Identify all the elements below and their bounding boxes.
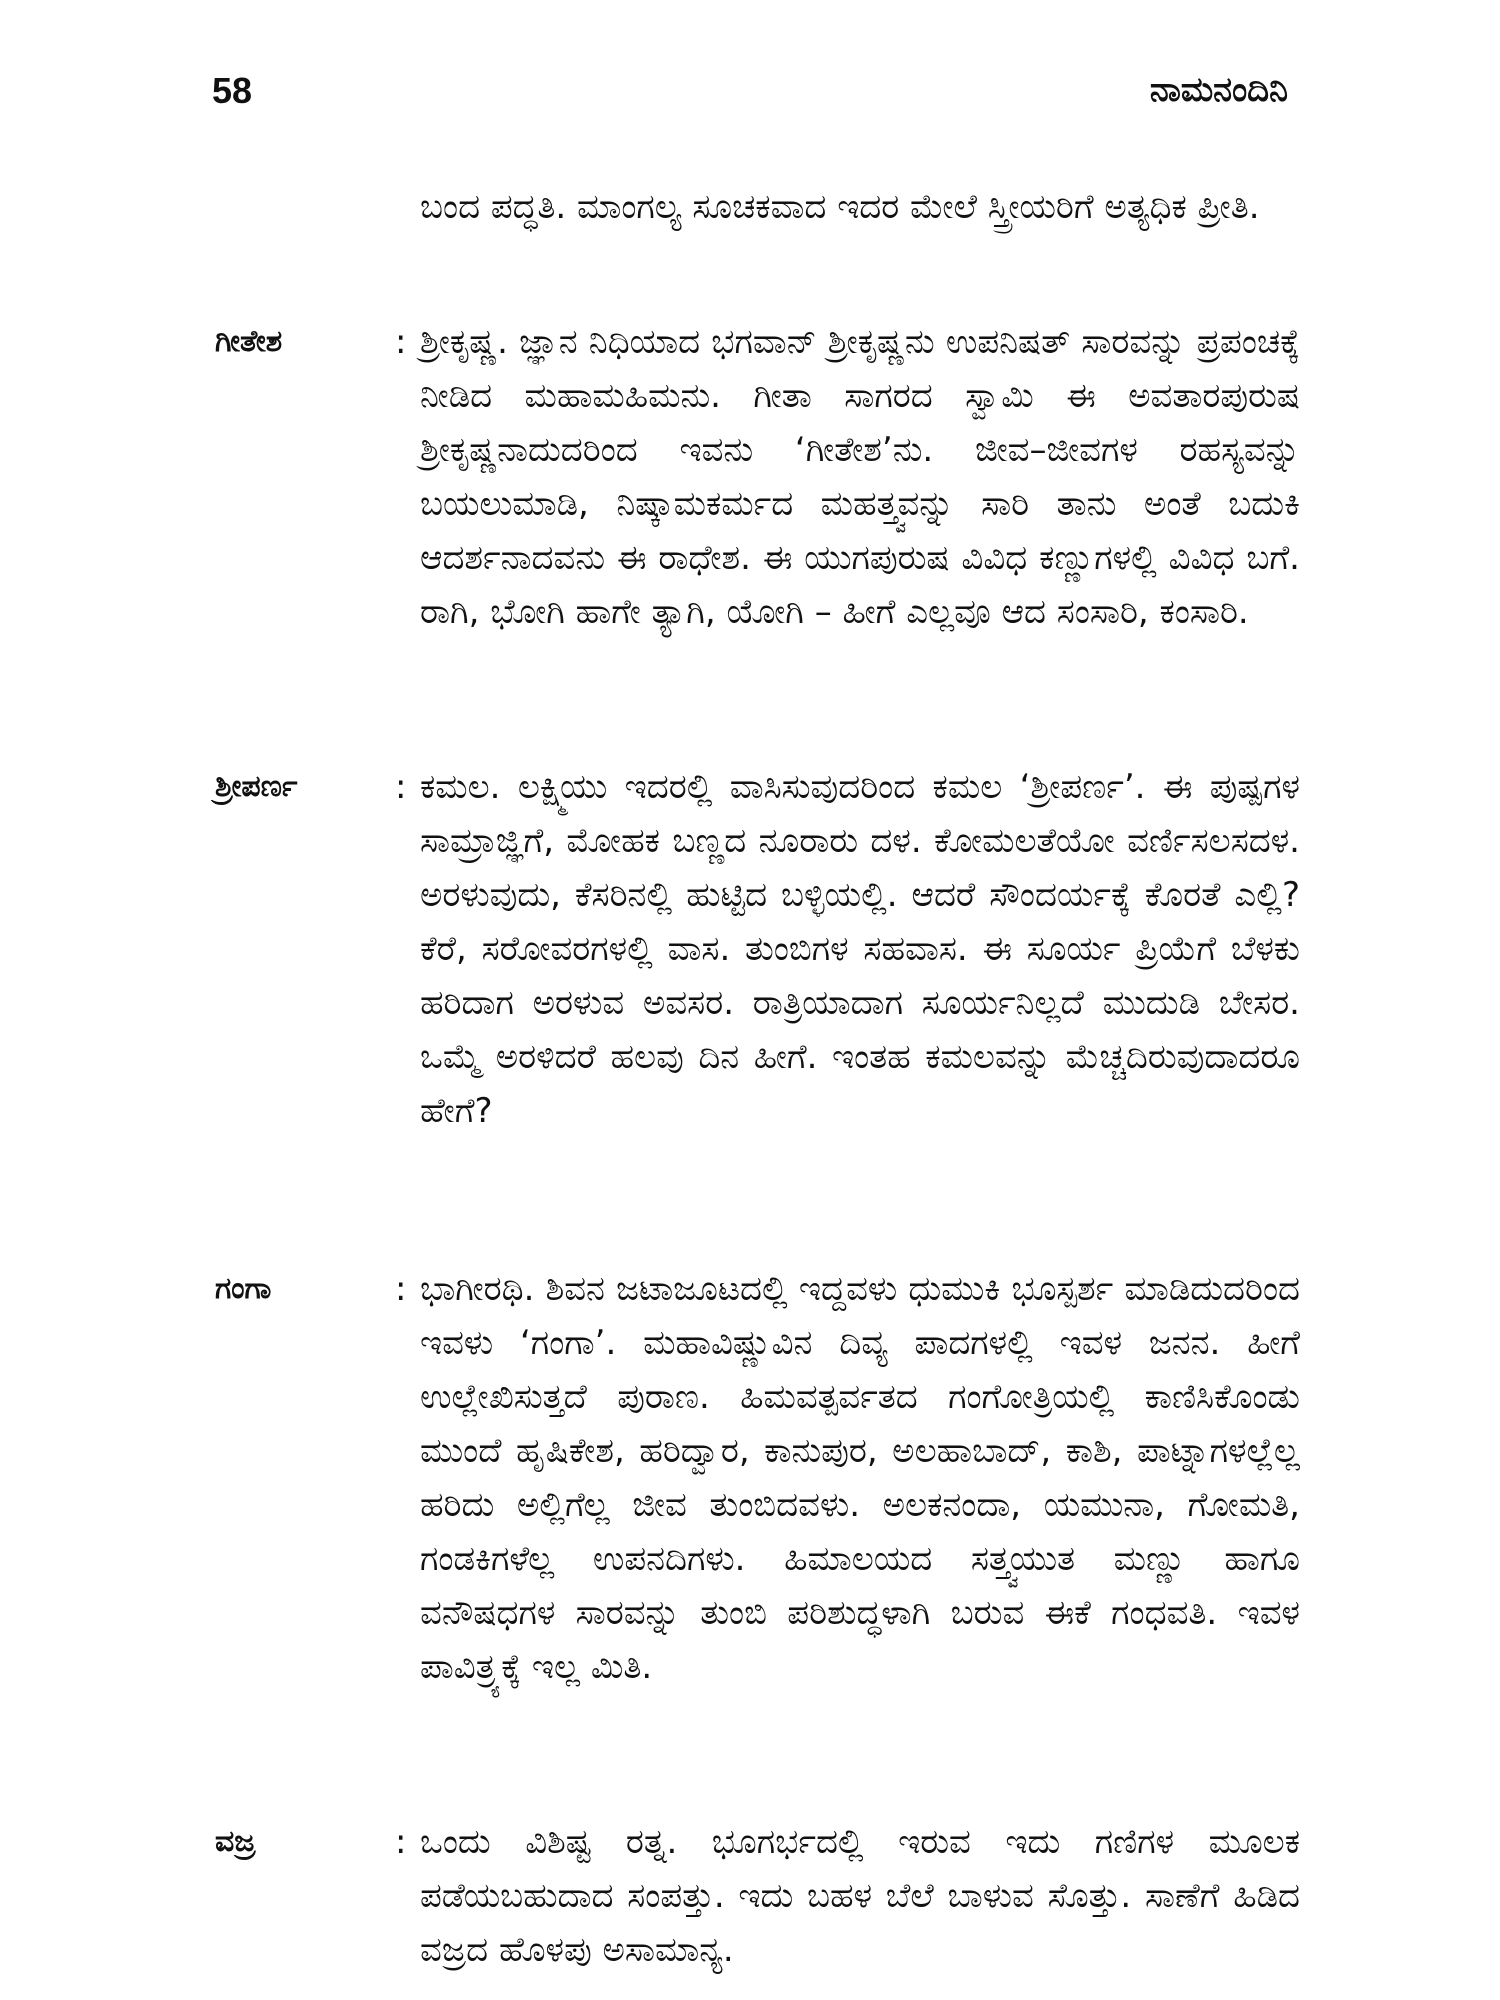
entry-definition: ಒಂದು ವಿಶಿಷ್ಟ ರತ್ನ. ಭೂಗರ್ಭದಲ್ಲಿ ಇರುವ ಇದು ಗಣಿಗಳ ಮೂಲಕ ಪಡೆಯಬಹುದಾದ ಸಂಪತ್ತು. ಇದು ಬಹಳ ಬೆಲೆ ಬಾಳುವ ಸೊತ್ತು. ಸಾಣೆಗೆ ಹಿಡಿದ ವಜ್ರದ ಹೊಳಪು ಅಸಾಮಾನ್ಯ. (420, 1822, 1300, 1970)
page-number: 58 (212, 70, 253, 111)
entry-term: ವಜ್ರ (215, 1824, 256, 1859)
entry-definition: ಕಮಲ. ಲಕ್ಷ್ಮಿಯು ಇದರಲ್ಲಿ ವಾಸಿಸುವುದರಿಂದ ಕಮಲ ‘ಶ್ರೀಪರ್ಣ’. ಈ ಪುಷ್ಪಗಳ ಸಾಮ್ರಾಜ್ಞಿಗೆ, ಮೋಹಕ ಬಣ್ಣದ ನೂರಾರು ದಳ. ಕೋಮಲತೆಯೋ ವರ್ಣಿಸಲಸದಳ. ಅರಳುವುದು, ಕೆಸರಿನಲ್ಲಿ ಹುಟ್ಟಿದ ಬಳ್ಳಿಯಲ್ಲಿ. ಆದರೆ ಸೌಂದರ್ಯಕ್ಕೆ ಕೊರತೆ ಎಲ್ಲಿ? ಕೆರೆ, ಸರೋವರಗಳಲ್ಲಿ ವಾಸ. ತುಂಬಿಗಳ ಸಹವಾಸ. ಈ ಸೂರ್ಯ ಪ್ರಿಯೆಗೆ ಬೆಳಕು ಹರಿದಾಗ ಅರಳುವ ಅವಸರ. ರಾತ್ರಿಯಾದಾಗ ಸೂರ್ಯನಿಲ್ಲದೆ ಮುದುಡಿ ಬೇಸರ. ಒಮ್ಮೆ ಅರಳಿದರೆ ಹಲವು ದಿನ ಹೀಗೆ. ಇಂತಹ ಕಮಲವನ್ನು ಮೆಚ್ಚದಿರುವುದಾದರೂ ಹೇಗೆ? (420, 767, 1300, 1131)
page-header (212, 70, 1288, 120)
entry-term: ಗೀತೇಶ (215, 324, 283, 359)
entry-definition: ಶ್ರೀಕೃಷ್ಣ. ಜ್ಞಾನ ನಿಧಿಯಾದ ಭಗವಾನ್ ಶ್ರೀಕೃಷ್ಣನು ಉಪನಿಷತ್ ಸಾರವನ್ನು ಪ್ರಪಂಚಕ್ಕೆ ನೀಡಿದ ಮಹಾಮಹಿಮನು. ಗೀತಾ ಸಾಗರದ ಸ್ವಾಮಿ ಈ ಅವತಾರಪುರುಷ ಶ್ರೀಕೃಷ್ಣನಾದುದರಿಂದ ಇವನು ‘ಗೀತೇಶ’ನು. ಜೀವ–ಜೀವಗಳ ರಹಸ್ಯವನ್ನು ಬಯಲುಮಾಡಿ, ನಿಷ್ಕಾಮಕರ್ಮದ ಮಹತ್ತ್ವವನ್ನು ಸಾರಿ ತಾನು ಅಂತೆ ಬದುಕಿ ಆದರ್ಶನಾದವನು ಈ ರಾಧೇಶ. ಈ ಯುಗಪುರುಷ ವಿವಿಧ ಕಣ್ಣುಗಳಲ್ಲಿ ವಿವಿಧ ಬಗೆ. ರಾಗಿ, ಭೋಗಿ ಹಾಗೇ ತ್ಯಾಗಿ, ಯೋಗಿ – ಹೀಗೆ ಎಲ್ಲವೂ ಆದ ಸಂಸಾರಿ, ಕಂಸಾರಿ. (420, 322, 1300, 632)
entry-colon: : (395, 1822, 407, 1862)
entry-colon: : (395, 767, 407, 807)
entry-colon: : (395, 322, 407, 362)
entry-term: ಗಂಗಾ (215, 1271, 272, 1306)
entry-term: ಶ್ರೀಪರ್ಣ (215, 769, 298, 804)
entry-colon: : (395, 1269, 407, 1309)
entry-definition: ಭಾಗೀರಥಿ. ಶಿವನ ಜಟಾಜೂಟದಲ್ಲಿ ಇದ್ದವಳು ಧುಮುಕಿ ಭೂಸ್ಪರ್ಶ ಮಾಡಿದುದರಿಂದ ಇವಳು ‘ಗಂಗಾ’. ಮಹಾವಿಷ್ಣುವಿನ ದಿವ್ಯ ಪಾದಗಳಲ್ಲಿ ಇವಳ ಜನನ. ಹೀಗೆ ಉಲ್ಲೇಖಿಸುತ್ತದೆ ಪುರಾಣ. ಹಿಮವತ್ಪರ್ವತದ ಗಂಗೋತ್ರಿಯಲ್ಲಿ ಕಾಣಿಸಿಕೊಂಡು ಮುಂದೆ ಹೃಷಿಕೇಶ, ಹರಿದ್ವಾರ, ಕಾನುಪುರ, ಅಲಹಾಬಾದ್, ಕಾಶಿ, ಪಾಟ್ನಾಗಳಲ್ಲೆಲ್ಲ ಹರಿದು ಅಲ್ಲಿಗೆಲ್ಲ ಜೀವ ತುಂಬಿದವಳು. ಅಲಕನಂದಾ, ಯಮುನಾ, ಗೋಮತಿ, ಗಂಡಕಿಗಳೆಲ್ಲ ಉಪನದಿಗಳು. ಹಿಮಾಲಯದ ಸತ್ತ್ವಯುತ ಮಣ್ಣು ಹಾಗೂ ವನೌಷಧಗಳ ಸಾರವನ್ನು ತುಂಬಿ ಪರಿಶುದ್ಧಳಾಗಿ ಬರುವ ಈಕೆ ಗಂಧವತಿ. ಇವಳ ಪಾವಿತ್ರ್ಯಕ್ಕೆ ಇಲ್ಲ ಮಿತಿ. (420, 1269, 1300, 1687)
book-title: ನಾಮನಂದಿನಿ (1149, 70, 1288, 110)
lead-paragraph: ಬಂದ ಪದ್ಧತಿ. ಮಾಂಗಲ್ಯ ಸೂಚಕವಾದ ಇದರ ಮೇಲೆ ಸ್ತ್ರೀಯರಿಗೆ ಅತ್ಯಧಿಕ ಪ್ರೀತಿ. (420, 187, 1260, 227)
